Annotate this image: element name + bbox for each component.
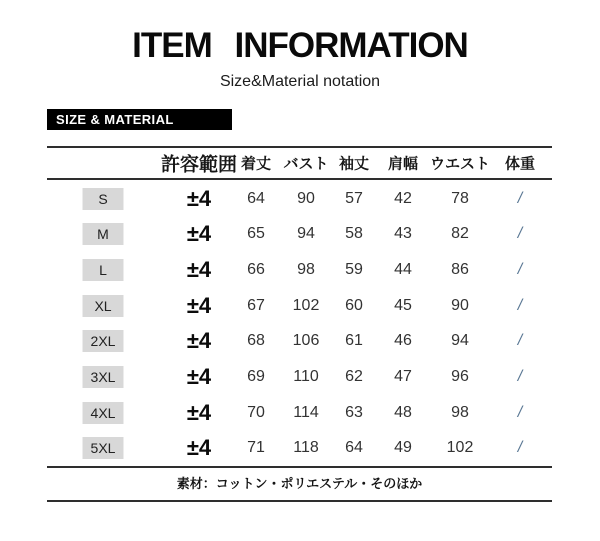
waist-cell: 94 xyxy=(451,332,469,350)
shoulder-cell: 48 xyxy=(394,403,412,421)
length-cell: 66 xyxy=(247,261,265,279)
column-header-length: 着丈 xyxy=(240,155,272,173)
sleeve-cell: 59 xyxy=(345,261,363,279)
waist-cell: 98 xyxy=(451,403,469,421)
length-cell: 68 xyxy=(247,332,265,350)
table-row xyxy=(0,430,600,466)
size-cell xyxy=(83,437,124,459)
bust-cell: 110 xyxy=(293,367,319,385)
bust-cell: 94 xyxy=(297,225,315,243)
weight-cell: / xyxy=(517,439,523,457)
column-header-waist: ウエスト xyxy=(429,155,491,173)
weight-cell: / xyxy=(517,225,523,243)
weight-cell: / xyxy=(517,189,523,207)
sleeve-cell: 57 xyxy=(345,189,363,207)
shoulder-cell: 49 xyxy=(394,439,412,457)
weight-cell: / xyxy=(517,332,523,350)
table-row xyxy=(0,359,600,395)
bust-cell: 114 xyxy=(293,403,319,421)
shoulder-cell: 43 xyxy=(394,225,412,243)
sleeve-cell: 60 xyxy=(345,296,363,314)
size-cell xyxy=(83,402,124,424)
size-label: 2XL xyxy=(83,330,124,352)
table-row xyxy=(0,288,600,324)
weight-cell: / xyxy=(517,296,523,314)
column-header-tolerance: 許容範囲 xyxy=(160,154,238,176)
size-label: 4XL xyxy=(83,402,124,424)
column-header-shoulder: 肩幅 xyxy=(387,155,419,173)
size-label: 5XL xyxy=(83,437,124,459)
sleeve-cell: 58 xyxy=(345,225,363,243)
shoulder-cell: 47 xyxy=(394,367,412,385)
size-label: 3XL xyxy=(83,366,124,388)
size-cell xyxy=(83,259,124,281)
sleeve-cell: 63 xyxy=(345,403,363,421)
tolerance-cell: ±4 xyxy=(186,328,212,354)
waist-cell: 78 xyxy=(451,189,469,207)
waist-cell: 102 xyxy=(446,439,474,457)
table-row xyxy=(0,252,600,288)
weight-cell: / xyxy=(517,367,523,385)
footer-bottom-rule xyxy=(47,500,552,502)
section-banner xyxy=(47,109,232,130)
length-cell: 64 xyxy=(247,189,265,207)
tolerance-cell: ±4 xyxy=(186,185,212,211)
bust-cell: 106 xyxy=(292,332,320,350)
size-label: XL xyxy=(83,295,124,317)
size-cell xyxy=(83,188,124,210)
tolerance-cell: ±4 xyxy=(186,363,212,389)
table-header-row xyxy=(0,148,600,178)
size-cell xyxy=(83,295,124,317)
length-cell: 69 xyxy=(247,367,265,385)
size-cell xyxy=(83,366,124,388)
tolerance-cell: ±4 xyxy=(186,435,212,461)
waist-cell: 82 xyxy=(451,225,469,243)
bust-cell: 90 xyxy=(297,189,315,207)
shoulder-cell: 46 xyxy=(394,332,412,350)
size-cell xyxy=(83,223,124,245)
page-subtitle: Size&Material notation xyxy=(219,73,381,90)
page-title: ITEM INFORMATION xyxy=(132,26,468,65)
size-label: S xyxy=(83,188,124,210)
tolerance-cell: ±4 xyxy=(186,292,212,318)
tolerance-cell: ±4 xyxy=(186,399,212,425)
length-cell: 71 xyxy=(247,439,265,457)
column-header-weight: 体重 xyxy=(504,155,536,173)
bust-cell: 102 xyxy=(292,296,320,314)
waist-cell: 90 xyxy=(451,296,469,314)
sleeve-cell: 62 xyxy=(345,367,363,385)
bust-cell: 118 xyxy=(293,439,319,457)
length-cell: 70 xyxy=(247,403,265,421)
size-label: M xyxy=(83,223,124,245)
shoulder-cell: 42 xyxy=(394,189,412,207)
weight-cell: / xyxy=(517,261,523,279)
shoulder-cell: 44 xyxy=(394,261,412,279)
sleeve-cell: 64 xyxy=(345,439,363,457)
waist-cell: 96 xyxy=(451,367,469,385)
table-row xyxy=(0,217,600,253)
size-cell xyxy=(83,330,124,352)
column-header-bust: バスト xyxy=(283,155,329,173)
weight-cell: / xyxy=(517,403,523,421)
column-header-sleeve: 袖丈 xyxy=(338,155,370,173)
tolerance-cell: ±4 xyxy=(186,257,212,283)
bust-cell: 98 xyxy=(297,261,315,279)
table-row xyxy=(0,181,600,217)
size-label: L xyxy=(83,259,124,281)
table-row xyxy=(0,395,600,431)
material-note: 素材：コットン・ポリエステル・そのほか xyxy=(176,476,423,491)
table-body xyxy=(0,181,600,466)
length-cell: 67 xyxy=(247,296,265,314)
header-divider-rule xyxy=(47,178,552,180)
length-cell: 65 xyxy=(247,225,265,243)
table-row xyxy=(0,324,600,360)
sleeve-cell: 61 xyxy=(345,332,363,350)
waist-cell: 86 xyxy=(451,261,469,279)
tolerance-cell: ±4 xyxy=(186,221,212,247)
section-banner-label: SIZE & MATERIAL xyxy=(56,112,174,127)
shoulder-cell: 45 xyxy=(394,296,412,314)
